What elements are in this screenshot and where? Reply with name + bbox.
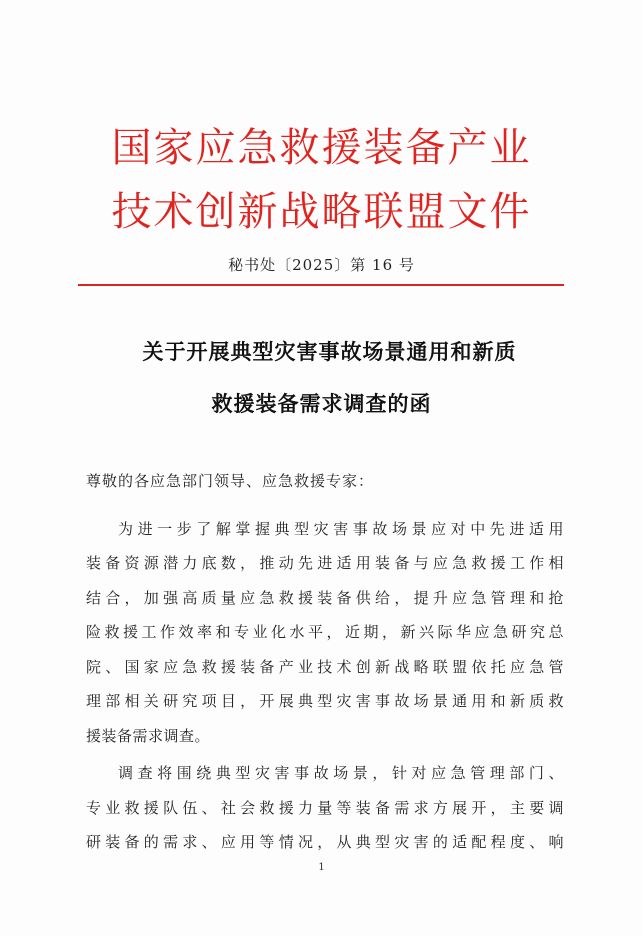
document-title-line-1: 关于开展典型灾害事故场景通用和新质 — [142, 340, 517, 364]
paragraph2-line: 研装备的需求、应用等情况，从典型灾害的适配程度、响 — [86, 833, 564, 851]
red-separator-rule — [78, 284, 564, 286]
paragraph1-line: 险救援工作效率和专业化水平，近期，新兴际华应急研究总 — [86, 623, 564, 641]
issuer-header-line-2: 技术创新战略联盟文件 — [111, 189, 532, 235]
paragraph1-line: 院、国家应急救援装备产业技术创新战略联盟依托应急管 — [86, 658, 564, 676]
page-number: 1 — [318, 862, 325, 873]
paragraph1-line: 结合，加强高质量应急救援装备供给，提升应急管理和抢 — [86, 589, 564, 607]
document-title-line-2: 救援装备需求调查的函 — [211, 392, 432, 416]
paragraph2-line: 调查将围绕典型灾害事故场景，针对应急管理部门、 — [118, 764, 564, 782]
document-number: 秘书处〔2025〕第 16 号 — [228, 256, 415, 274]
paragraph1-line: 援装备需求调查。 — [86, 727, 211, 745]
paragraph1-line: 装备资源潜力底数，推动先进适用装备与应急救援工作相 — [86, 554, 564, 572]
paragraph1-line: 为进一步了解掌握典型灾害事故场景应对中先进适用 — [118, 520, 564, 538]
paragraph2-line: 专业救援队伍、社会救援力量等装备需求方展开，主要调 — [86, 799, 564, 817]
salutation: 尊敬的各应急部门领导、应急救援专家： — [86, 472, 375, 490]
issuer-header-line-1: 国家应急救援装备产业 — [111, 125, 532, 171]
paragraph1-line: 理部相关研究项目，开展典型灾害事故场景通用和新质救 — [86, 692, 564, 710]
